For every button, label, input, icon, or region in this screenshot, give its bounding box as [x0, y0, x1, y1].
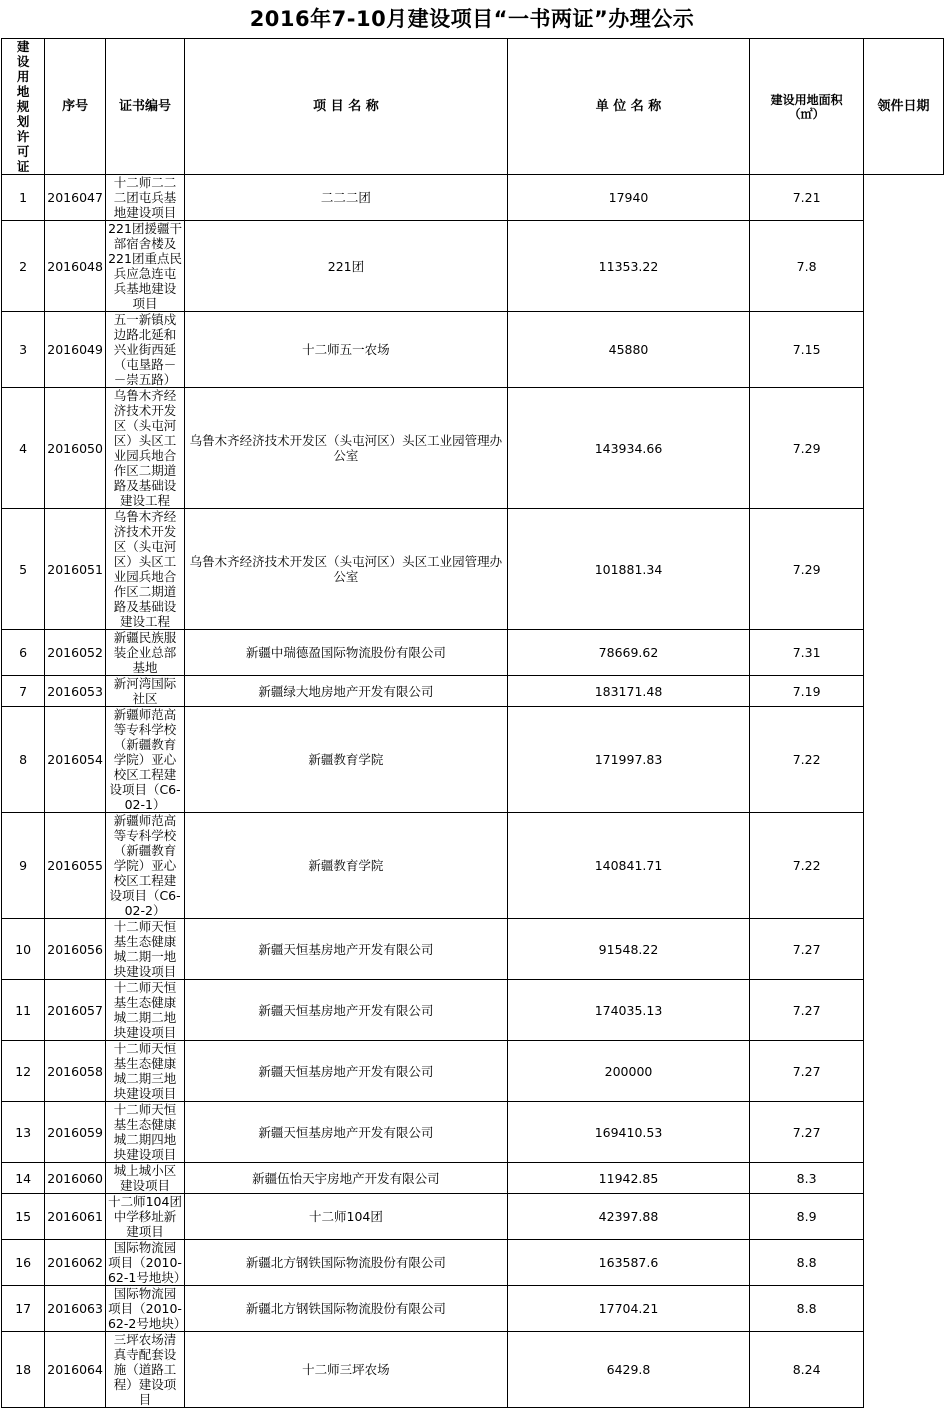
cell-date: 7.21 [750, 175, 864, 221]
cell-unit: 新疆北方钢铁国际物流股份有限公司 [185, 1286, 508, 1332]
header-seq: 序号 [45, 39, 106, 175]
cell-unit: 乌鲁木齐经济技术开发区（头屯河区）头区工业园管理办公室 [185, 509, 508, 630]
side-label-char: 划 [16, 114, 30, 129]
cell-project: 十二师104团中学移址新建项目 [105, 1194, 184, 1240]
cell-cert: 2016048 [45, 221, 106, 312]
cell-cert: 2016050 [45, 388, 106, 509]
cell-project: 221团援疆干部宿舍楼及221团重点民兵应急连屯兵基地建设项目 [105, 221, 184, 312]
table-row [2, 388, 944, 509]
cell-project: 五一新镇戍边路北延和兴业街西延（屯垦路－－崇五路） [105, 312, 184, 388]
cell-cert: 2016064 [45, 1332, 106, 1408]
cell-area: 45880 [507, 312, 750, 388]
cell-project: 十二师天恒基生态健康城二期一地块建设项目 [105, 919, 184, 980]
cell-area: 169410.53 [507, 1102, 750, 1163]
cell-project: 新河湾国际社区 [105, 676, 184, 707]
table-row [2, 1194, 944, 1240]
cell-area: 42397.88 [507, 1194, 750, 1240]
cell-date: 7.27 [750, 919, 864, 980]
cell-area: 78669.62 [507, 630, 750, 676]
cell-unit: 乌鲁木齐经济技术开发区（头屯河区）头区工业园管理办公室 [185, 388, 508, 509]
cell-date: 7.22 [750, 707, 864, 813]
cell-seq: 3 [2, 312, 45, 388]
cell-unit: 新疆中瑞德盈国际物流股份有限公司 [185, 630, 508, 676]
cell-area: 17704.21 [507, 1286, 750, 1332]
cell-area: 143934.66 [507, 388, 750, 509]
cell-area: 140841.71 [507, 813, 750, 919]
cell-unit: 新疆天恒基房地产开发有限公司 [185, 980, 508, 1041]
cell-seq: 16 [2, 1240, 45, 1286]
table-row [2, 1332, 944, 1408]
table-row [2, 1286, 944, 1332]
cell-unit: 新疆绿大地房地产开发有限公司 [185, 676, 508, 707]
cell-area: 101881.34 [507, 509, 750, 630]
cell-seq: 7 [2, 676, 45, 707]
cell-date: 8.8 [750, 1286, 864, 1332]
header-project: 项 目 名 称 [185, 39, 508, 175]
page-title: 2016年7-10月建设项目“一书两证”办理公示 [249, 7, 695, 31]
table-row [2, 707, 944, 813]
cell-seq: 2 [2, 221, 45, 312]
cell-area: 163587.6 [507, 1240, 750, 1286]
cell-project: 十二师天恒基生态健康城二期三地块建设项目 [105, 1041, 184, 1102]
side-label-char: 用 [16, 69, 30, 84]
cell-seq: 13 [2, 1102, 45, 1163]
cell-date: 7.27 [750, 1102, 864, 1163]
header-unit: 单 位 名 称 [507, 39, 750, 175]
cell-cert: 2016055 [45, 813, 106, 919]
cell-project: 新疆师范高等专科学校（新疆教育学院）亚心校区工程建设项目（C6-02-1） [105, 707, 184, 813]
header-area-line1: 建设用地面积 [770, 92, 843, 107]
header-date: 领件日期 [863, 39, 943, 175]
header-area [750, 39, 864, 175]
table-row [2, 509, 944, 630]
table-row [2, 312, 944, 388]
cell-cert: 2016053 [45, 676, 106, 707]
cell-unit: 新疆伍怡天宇房地产开发有限公司 [185, 1163, 508, 1194]
table-row [2, 980, 944, 1041]
header-area-line2: （㎡） [788, 106, 825, 121]
table-row [2, 676, 944, 707]
cell-cert: 2016057 [45, 980, 106, 1041]
cell-project: 国际物流园项目（2010-62-2号地块） [105, 1286, 184, 1332]
cell-date: 7.27 [750, 980, 864, 1041]
cell-project: 城上城小区建设项目 [105, 1163, 184, 1194]
cell-area: 11942.85 [507, 1163, 750, 1194]
cell-seq: 14 [2, 1163, 45, 1194]
side-label-char: 设 [16, 54, 30, 69]
cell-project: 十二师天恒基生态健康城二期二地块建设项目 [105, 980, 184, 1041]
side-label [2, 39, 45, 175]
cell-unit: 新疆北方钢铁国际物流股份有限公司 [185, 1240, 508, 1286]
cell-project: 三坪农场清真寺配套设施（道路工程）建设项目 [105, 1332, 184, 1408]
cell-project: 十二师二二二团屯兵基地建设项目 [105, 175, 184, 221]
cell-seq: 1 [2, 175, 45, 221]
cell-unit: 新疆天恒基房地产开发有限公司 [185, 919, 508, 980]
header-cert: 证书编号 [105, 39, 184, 175]
cell-seq: 15 [2, 1194, 45, 1240]
cell-seq: 9 [2, 813, 45, 919]
cell-unit: 十二师五一农场 [185, 312, 508, 388]
cell-date: 7.31 [750, 630, 864, 676]
cell-seq: 10 [2, 919, 45, 980]
cell-seq: 8 [2, 707, 45, 813]
cell-cert: 2016047 [45, 175, 106, 221]
header-row [2, 39, 944, 175]
cell-area: 174035.13 [507, 980, 750, 1041]
cell-cert: 2016060 [45, 1163, 106, 1194]
cell-area: 11353.22 [507, 221, 750, 312]
cell-seq: 11 [2, 980, 45, 1041]
permit-table [1, 38, 944, 1408]
cell-area: 91548.22 [507, 919, 750, 980]
table-row [2, 630, 944, 676]
cell-date: 7.8 [750, 221, 864, 312]
cell-seq: 18 [2, 1332, 45, 1408]
cell-area: 200000 [507, 1041, 750, 1102]
cell-unit: 新疆教育学院 [185, 707, 508, 813]
cell-area: 171997.83 [507, 707, 750, 813]
cell-cert: 2016054 [45, 707, 106, 813]
cell-date: 7.15 [750, 312, 864, 388]
table-row [2, 1240, 944, 1286]
cell-project: 乌鲁木齐经济技术开发区（头屯河区）头区工业园兵地合作区二期道路及基础设建设工程 [105, 509, 184, 630]
cell-seq: 17 [2, 1286, 45, 1332]
side-label-char: 规 [16, 99, 30, 114]
table-row [2, 175, 944, 221]
cell-seq: 4 [2, 388, 45, 509]
table-row [2, 1163, 944, 1194]
cell-date: 8.9 [750, 1194, 864, 1240]
cell-date: 7.19 [750, 676, 864, 707]
cell-cert: 2016063 [45, 1286, 106, 1332]
cell-date: 7.22 [750, 813, 864, 919]
cell-cert: 2016061 [45, 1194, 106, 1240]
cell-date: 8.24 [750, 1332, 864, 1408]
table-row [2, 813, 944, 919]
cell-seq: 6 [2, 630, 45, 676]
cell-cert: 2016056 [45, 919, 106, 980]
cell-unit: 十二师104团 [185, 1194, 508, 1240]
cell-date: 8.8 [750, 1240, 864, 1286]
cell-project: 乌鲁木齐经济技术开发区（头屯河区）头区工业园兵地合作区二期道路及基础设建设工程 [105, 388, 184, 509]
cell-area: 183171.48 [507, 676, 750, 707]
cell-unit: 新疆天恒基房地产开发有限公司 [185, 1102, 508, 1163]
side-label-char: 地 [16, 84, 30, 99]
cell-seq: 5 [2, 509, 45, 630]
side-label-char: 可 [16, 144, 30, 159]
cell-cert: 2016058 [45, 1041, 106, 1102]
cell-unit: 221团 [185, 221, 508, 312]
cell-seq: 12 [2, 1041, 45, 1102]
table-row [2, 221, 944, 312]
cell-date: 7.29 [750, 388, 864, 509]
side-label-char: 许 [16, 129, 30, 144]
cell-project: 国际物流园项目（2010-62-1号地块） [105, 1240, 184, 1286]
cell-project: 十二师天恒基生态健康城二期四地块建设项目 [105, 1102, 184, 1163]
side-label-char: 建 [16, 39, 30, 54]
cell-cert: 2016052 [45, 630, 106, 676]
cell-area: 17940 [507, 175, 750, 221]
cell-date: 7.29 [750, 509, 864, 630]
table-row [2, 1041, 944, 1102]
cell-cert: 2016049 [45, 312, 106, 388]
table-row [2, 1102, 944, 1163]
table-row [2, 919, 944, 980]
side-label-char: 证 [16, 159, 30, 174]
cell-area: 6429.8 [507, 1332, 750, 1408]
cell-date: 7.27 [750, 1041, 864, 1102]
cell-date: 8.3 [750, 1163, 864, 1194]
cell-cert: 2016059 [45, 1102, 106, 1163]
cell-unit: 十二师三坪农场 [185, 1332, 508, 1408]
cell-unit: 新疆天恒基房地产开发有限公司 [185, 1041, 508, 1102]
cell-cert: 2016062 [45, 1240, 106, 1286]
cell-project: 新疆师范高等专科学校（新疆教育学院）亚心校区工程建设项目（C6-02-2） [105, 813, 184, 919]
cell-unit: 新疆教育学院 [185, 813, 508, 919]
cell-unit: 二二二团 [185, 175, 508, 221]
cell-project: 新疆民族服装企业总部基地 [105, 630, 184, 676]
cell-cert: 2016051 [45, 509, 106, 630]
